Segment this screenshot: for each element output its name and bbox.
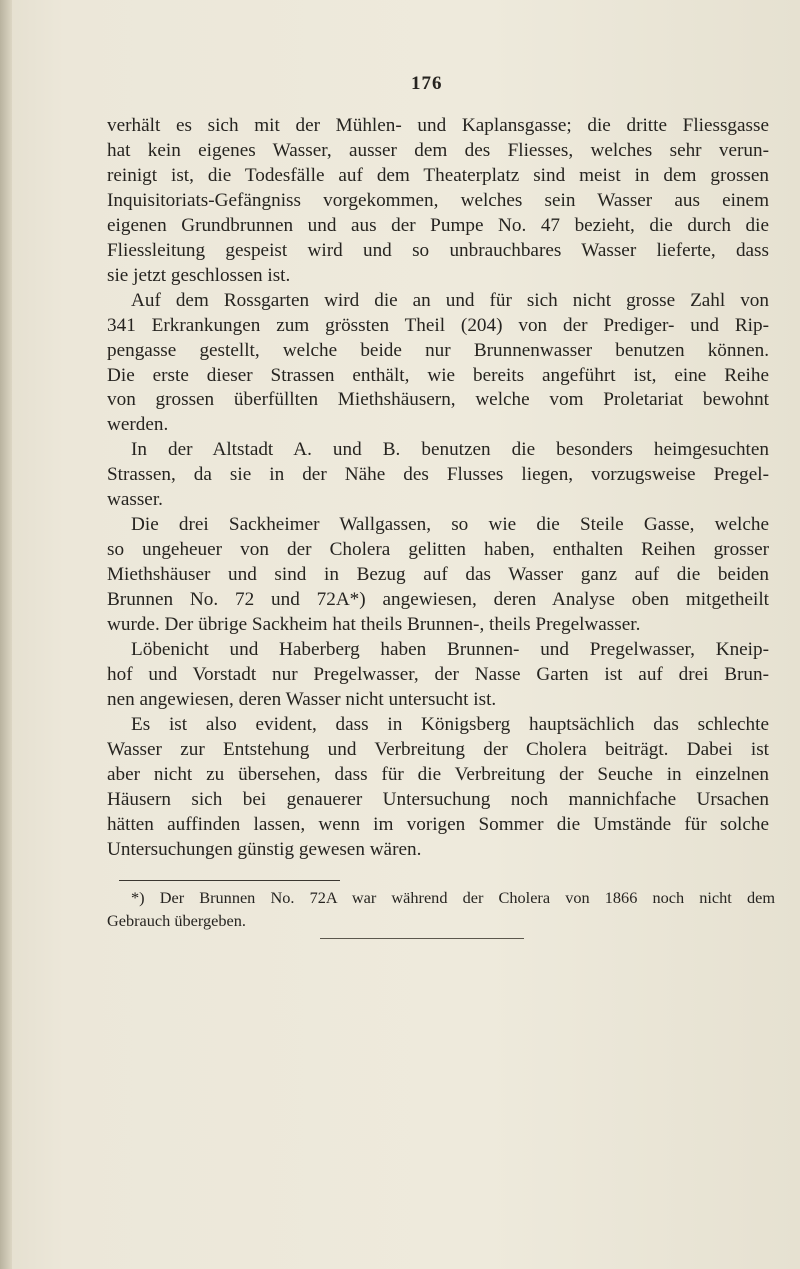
- footnote: [107, 886, 775, 932]
- text-line: so ungeheuer von der Cholera gelitten haben, enthalten Reihen grosser: [107, 539, 769, 561]
- text-line: 341 Erkrankungen zum grössten Theil (204) von der Prediger- und Rip-: [107, 314, 769, 336]
- text-line: hat kein eigenes Wasser, ausser dem des Fliesses, welches sehr verun-: [107, 139, 769, 161]
- text-line: von grossen überfüllten Miethshäusern, welche vom Proletariat bewohnt: [107, 389, 769, 411]
- text-line: werden.: [107, 414, 169, 436]
- text-line: eigenen Grundbrunnen und aus der Pumpe No. 47 bezieht, die durch die: [107, 214, 769, 236]
- text-line: Es ist also evident, dass in Königsberg hauptsächlich das schlechte: [131, 713, 769, 735]
- text-line: Häusern sich bei genauerer Untersuchung noch mannichfache Ursachen: [107, 788, 769, 810]
- text-line: Die erste dieser Strassen enthält, wie bereits angeführt ist, eine Reihe: [107, 364, 769, 386]
- text-line: Inquisitoriats-Gefängniss vorgekommen, welches sein Wasser aus einem: [107, 189, 769, 211]
- text-line: Die drei Sackheimer Wallgassen, so wie die Steile Gasse, welche: [131, 514, 769, 536]
- text-line: verhält es sich mit der Mühlen- und Kaplansgasse; die dritte Fliessgasse: [107, 115, 769, 136]
- footnote-line: Gebrauch übergeben.: [107, 911, 246, 930]
- text-line: Auf dem Rossgarten wird die an und für sich nicht grosse Zahl von: [131, 289, 769, 311]
- text-line: Brunnen No. 72 und 72A*) angewiesen, deren Analyse oben mitgetheilt: [107, 589, 769, 611]
- page-number: 176: [411, 73, 443, 94]
- text-line: reinigt ist, die Todesfälle auf dem Theaterplatz sind meist in dem grossen: [107, 164, 769, 186]
- page-edge-shadow: [0, 0, 12, 1269]
- text-line: Wasser zur Entstehung und Verbreitung der Cholera beiträgt. Dabei ist: [107, 738, 769, 760]
- footnote-line: *) Der Brunnen No. 72A war während der Cholera von 1866 noch nicht dem: [131, 888, 775, 907]
- text-line: Untersuchungen günstig gewesen wären.: [107, 838, 422, 860]
- text-line: wurde. Der übrige Sackheim hat theils Brunnen-, theils Pregelwasser.: [107, 614, 641, 636]
- text-line: nen angewiesen, deren Wasser nicht untersucht ist.: [107, 688, 497, 710]
- text-line: hof und Vorstadt nur Pregelwasser, der Nasse Garten ist auf drei Brun-: [107, 663, 769, 685]
- text-line: Miethshäuser und sind in Bezug auf das Wasser ganz auf die beiden: [107, 564, 769, 586]
- text-line: sie jetzt geschlossen ist.: [107, 264, 291, 286]
- text-line: In der Altstadt A. und B. benutzen die besonders heimgesuchten: [131, 439, 769, 461]
- text-line: wasser.: [107, 489, 163, 511]
- footnote-divider: [119, 880, 340, 881]
- text-line: hätten auffinden lassen, wenn im vorigen Sommer die Umstände für solche: [107, 813, 769, 835]
- page-end-rule: [320, 938, 524, 939]
- text-line: Strassen, da sie in der Nähe des Flusses liegen, vorzugsweise Pregel-: [107, 464, 769, 486]
- text-line: pengasse gestellt, welche beide nur Brunnenwasser benutzen können.: [107, 339, 769, 361]
- text-line: Löbenicht und Haberberg haben Brunnen- und Pregelwasser, Kneip-: [131, 639, 769, 661]
- body-text: [107, 114, 769, 863]
- text-line: aber nicht zu übersehen, dass für die Verbreitung der Seuche in einzelnen: [107, 763, 769, 785]
- text-line: Fliessleitung gespeist wird und so unbrauchbares Wasser lieferte, dass: [107, 239, 769, 261]
